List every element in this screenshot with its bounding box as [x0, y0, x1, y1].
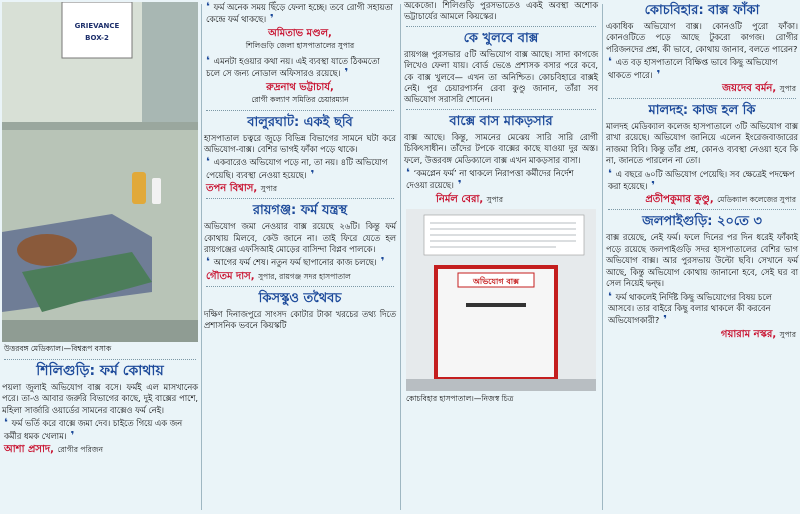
complaint-box-photo	[406, 209, 596, 391]
author-role: রোগী কল্যাণ সমিতির চেয়ারম্যান	[251, 94, 349, 104]
grievance-sign-line1: GRIEVANCE	[74, 22, 120, 30]
divider	[608, 98, 796, 99]
quote-jalpaiguri	[608, 291, 796, 327]
author-role: শিলিগুড়ি জেলা হাসপাতালের সুপার	[245, 40, 355, 50]
author-name: রুদ্রনাথ ভট্টাচার্য,	[266, 81, 334, 93]
heading-kiosk: কিসস্কুও তথৈবচ	[258, 290, 342, 306]
body-malda: মালদহ মেডিক্যাল কলেজ হাসপাতালে ৩টি অভিযোগ বাক্স রাখা রয়েছে। অভিযোগ জানিয়ে এলেন ইংরেজবাজারের নাজমা বিবি। কিন্তু তাঁর প্রশ্ন, কোনও ব্যবস্থা নেওয়া হবে কি না, জানতে পারলেন না তো।	[606, 121, 798, 166]
quote-complaint-form	[406, 167, 596, 192]
quote-close-icon: ❜	[659, 313, 667, 327]
author-line	[206, 270, 394, 283]
quote-close-icon: ❜	[306, 167, 315, 181]
quote-close-icon: ❜	[652, 67, 661, 81]
author-name: নির্মল বেরা,	[436, 193, 484, 205]
quote-open-icon: ❛	[608, 166, 616, 180]
quote-text: ফর্ম থাকলেই নির্দিষ্ট কিছু অভিযোগের বিষয় চলে আসবে। তার বাইরে কিছু বলার থাকলে কী করবেন অভিযোগকারী?	[608, 291, 772, 326]
column-1	[0, 0, 200, 514]
quote-text: ফর্ম অনেক সময় ছিঁড়ে ফেলা হচ্ছে। তবে রোগী সহায়তা কেন্দ্রে ফর্ম থাকছে।	[206, 2, 393, 25]
complaint-box-illustration	[406, 209, 596, 391]
author-name: জয়দেব বর্মন,	[722, 83, 777, 95]
author-line	[608, 82, 796, 95]
quote-text: একবারেও অভিযোগ পড়ে না, তা নয়। ৪টি অভিযোগ পেয়েছি। ব্যবস্থা নেওয়া হয়েছে।	[206, 157, 388, 180]
author-role: মেডিক্যাল কলেজের সুপার	[717, 195, 796, 205]
quote-3	[206, 156, 394, 181]
quote-open-icon: ❛	[4, 416, 12, 430]
photo-caption: উত্তরবঙ্গ মেডিক্যাল।—বিশ্বরূপ বসাক	[4, 344, 112, 353]
heading-who-opens: কে খুলবে বাক্স	[463, 30, 539, 46]
column-rule	[602, 4, 603, 510]
body-balurghat: হাসপাতাল চত্বরে জুড়ে বিভিন্ন বিভাগের সামনে ঘটা করে অভিযোগ-বাক্স। বেশির ভাগই ফাঁকা পড়ে থাকে।	[204, 132, 396, 155]
quote-text: এত বড় হাসপাতালে বিক্ষিপ্ত ভাবে কিছু অভিযোগ থাকতে পারে।	[608, 57, 778, 80]
body-intro: অকেজো। শিলিগুড়ি পুরসভাতেও একই অবস্থা অশোক ভট্টাচার্যের আমলে কিয়স্কের।	[404, 0, 598, 22]
divider	[406, 26, 596, 27]
quote-text: ফর্ম ভর্তি করে বাক্সে জমা দেব। চাইতে গিয়ে এক জন কর্মীর ধমক খেলাম।	[4, 418, 183, 441]
heading-spider: বাক্সে বাস মাকড়সার	[449, 113, 553, 129]
quote-text: আগের ফর্ম শেষ। নতুন ফর্ম ছাপানোর কাজ চলছে।	[213, 257, 377, 268]
column-2	[202, 0, 398, 514]
quote-close-icon: ❜	[376, 255, 385, 269]
author-name: তপন বিশ্বাস,	[206, 183, 258, 195]
quote-close-icon: ❜	[340, 66, 349, 80]
author-role: রোগীর পরিজন	[57, 445, 103, 455]
author-role: সুপার	[260, 184, 278, 194]
quote-text: ‘কমপ্লেন ফর্ম’ না থাকলে নিরাপত্তা কর্মীদের নির্দেশ দেওয়া রয়েছে।	[406, 168, 574, 191]
author-line	[4, 443, 196, 456]
author-line	[206, 182, 394, 195]
author-line	[608, 328, 796, 341]
heading-malda: মালদহ: কাজ হল কি	[648, 103, 756, 119]
quote-4	[206, 256, 394, 268]
ward-photo-illustration	[2, 2, 198, 342]
body-siliguri: পয়লা জুলাই অভিযোগ বাক্স বসে। ফর্মই এল মাসখানেক পরে। তা-ও আবার জরুরি বিভাগের কাছে, দুই বাক্সের পাশে, মহিলা সার্জারি ওয়ার্ডের সামনের বাক্সেও ফর্ম নেই।	[2, 382, 198, 415]
quote-close-icon: ❜	[453, 178, 462, 192]
column-rule	[400, 4, 401, 510]
divider	[4, 359, 196, 360]
quote-open-icon: ❛	[206, 255, 214, 269]
author-line	[608, 193, 796, 206]
grievance-sign-line2: BOX-2	[85, 34, 109, 42]
heading-coochbehar: কোচবিহার: বাক্স ফাঁকা	[644, 3, 760, 18]
author-role: সুপার	[486, 194, 503, 204]
quote-open-icon: ❛	[206, 0, 214, 13]
author-name: অমিতাভ মণ্ডল,	[268, 27, 332, 39]
author-name: প্রতীপকুমার কুণ্ডু,	[645, 194, 714, 206]
photo-caption: কোচবিহার হাসপাতাল।—নিজস্ব চিত্র	[406, 393, 514, 403]
author-role: সুপার	[779, 329, 796, 339]
ward-photo	[2, 2, 198, 342]
quote-siliguri	[4, 417, 196, 442]
author-name: আশা প্রসাদ,	[4, 444, 54, 456]
heading-balurghat: বালুরঘাট: একই ছবি	[247, 114, 353, 130]
quote-text: এ বছরে ৬০টি অভিযোগ পেয়েছি। সব ক্ষেত্রেই পদক্ষেপ করা হয়েছে।	[608, 168, 795, 192]
quote-intro	[206, 1, 394, 26]
quote-close-icon: ❜	[647, 179, 655, 193]
quote-open-icon: ❛	[206, 53, 214, 67]
author-name: গৌতম দাস,	[206, 270, 255, 282]
divider	[406, 109, 596, 110]
quote-malda	[608, 168, 796, 193]
column-3	[402, 0, 600, 514]
body-jalpaiguri: বাক্স রয়েছে, নেই ফর্ম। ফলে দিনের পর দিন ধরেই ফাঁকাই পড়ে রয়েছে জলপাইগুড়ি সদর হাসপাতালের বেশির ভাগ অভিযোগ বাক্স। আর পুরসভায় উল্টো ছবি। সেখানে ফর্ম আছে, কিন্তু অভিযোগ কোথায় জানানো হবে, সেই ঘর বা সেল নিয়েই দ্বন্দ্ব।	[606, 232, 798, 289]
heading-raiganj: রায়গঞ্জ: ফর্ম যন্ত্রস্থ	[252, 203, 348, 219]
author-role: সুপার, রায়গঞ্জ সদর হাসপাতাল	[258, 271, 351, 281]
quote-text: এমনটা হওয়ার কথা নয়। এই ব্যবস্থা যাতে ঠিকমতো চলে সে জন্য নোডাল অফিসারও রয়েছে।	[206, 55, 380, 79]
quote-coochbehar	[608, 56, 796, 81]
quote-close-icon: ❜	[66, 428, 75, 442]
quote-open-icon: ❛	[206, 155, 214, 169]
author-line	[406, 193, 596, 206]
body-coochbehar: একাধিক অভিযোগ বাক্স। কোনওটি পুরো ফাঁকা। কোনওটিতে পড়ে আছে টুকরো কাগজ। রোগীর পরিজনদের প্রশ্ন, কী ভাবে, কোথায় জানাব, বলতে পারেন?	[606, 21, 798, 54]
body-spider: বাক্স আছে। কিন্তু, সামনের মেঝেয় সারি সারি রোগী চিকিৎসাধীন। তাঁদের টপকে বাক্সের কাছে যাওয়া দুর অস্ত। ফলে, উত্তরবঙ্গ মেডিক্যালে বাক্স এখন মাকড়সার বাসা।	[404, 131, 598, 165]
body-raiganj: অভিযোগ জমা নেওয়ার বাক্স রয়েছে ২৬টি। কিন্তু ফর্ম কোথায় মিলবে, কেউ জানে না। তাই ফিরে যেতে হল রায়গঞ্জের এফসিআই মোড়ের বাসিন্দা বিপ্লব পালকে।	[204, 221, 396, 255]
body-who-opens: রায়গঞ্জ পুরসভার ৫টি অভিযোগ বাক্স আছে। সাদা কাগজে লিখেও ফেলা যায়। বোর্ড ভেঙে প্রশাসক বসার পরে কবে, কে বাক্স খুলবে— এখন তা অনিশ্চিত। কোচবিহারে বাক্সই নেই। পুর চেয়ারপার্সন রেবা কুণ্ডু জানান, তাঁরা সব অভিযোগ সরাসরি শোনেন।	[404, 48, 598, 105]
divider	[608, 209, 796, 210]
box-label: অভিযোগ বাক্স	[473, 276, 519, 286]
quote-open-icon: ❛	[608, 289, 616, 303]
quote-close-icon: ❜	[266, 12, 274, 26]
quote-open-icon: ❛	[406, 166, 414, 180]
column-4	[604, 0, 800, 514]
divider	[206, 110, 394, 111]
heading-siliguri: শিলিগুড়ি: ফর্ম কোথায়	[36, 363, 164, 379]
author-role: সুপার	[779, 84, 796, 94]
heading-jalpaiguri: জলপাইগুড়ি: ২০তে ৩	[642, 214, 762, 230]
body-kiosk: দক্ষিণ দিনাজপুরে সাংসদ কোটার টাকা খরচের তথ্য দিতে প্রশাসনিক ভবনে কিয়স্কটি	[204, 308, 396, 331]
quote-2	[206, 55, 394, 80]
author-name: গয়ারাম নস্কর,	[720, 328, 777, 340]
divider	[206, 286, 394, 287]
quote-open-icon: ❛	[608, 55, 616, 69]
divider	[206, 198, 394, 199]
